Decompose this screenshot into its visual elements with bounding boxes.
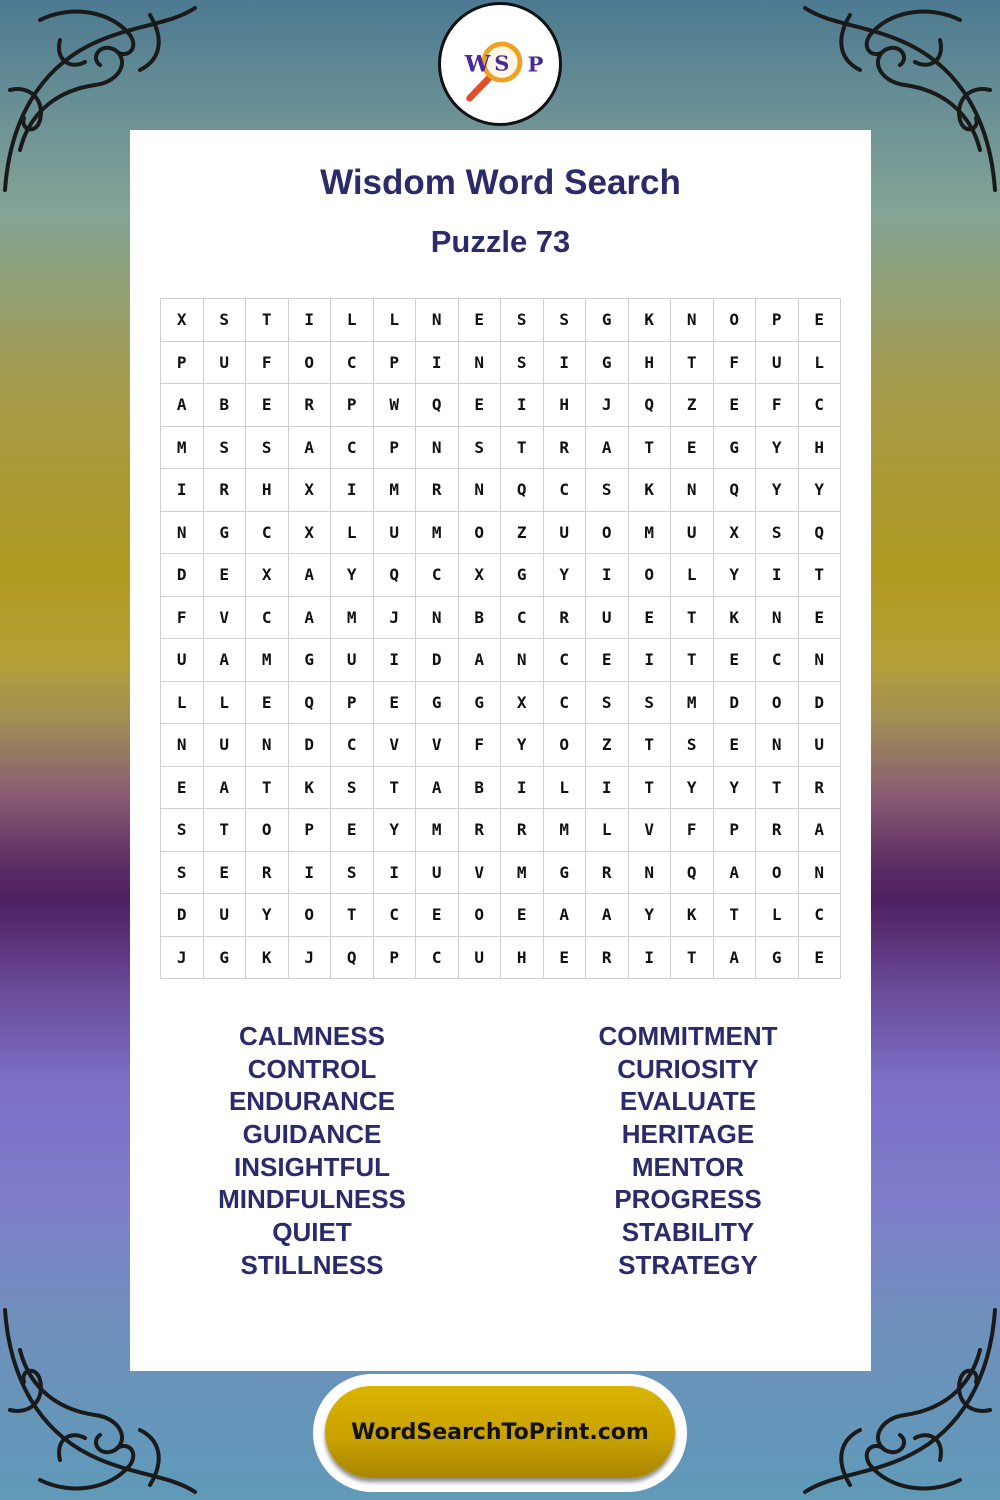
grid-cell: Z	[671, 384, 714, 427]
grid-cell: O	[756, 682, 799, 725]
grid-cell: U	[671, 512, 714, 555]
grid-cell: X	[459, 554, 502, 597]
grid-cell: R	[204, 469, 247, 512]
grid-cell: E	[246, 384, 289, 427]
grid-cell: R	[246, 852, 289, 895]
grid-cell: G	[204, 937, 247, 980]
grid-cell: I	[501, 767, 544, 810]
grid-cell: G	[586, 299, 629, 342]
grid-cell: U	[161, 639, 204, 682]
grid-cell: M	[629, 512, 672, 555]
grid-cell: C	[544, 639, 587, 682]
grid-cell: N	[246, 724, 289, 767]
grid-cell: A	[799, 809, 842, 852]
grid-cell: V	[204, 597, 247, 640]
grid-cell: Y	[246, 894, 289, 937]
grid-cell: U	[204, 342, 247, 385]
grid-cell: U	[799, 724, 842, 767]
grid-cell: A	[161, 384, 204, 427]
grid-cell: E	[161, 767, 204, 810]
grid-cell: D	[161, 554, 204, 597]
grid-cell: I	[416, 342, 459, 385]
grid-cell: L	[161, 682, 204, 725]
grid-cell: Y	[374, 809, 417, 852]
grid-cell: E	[799, 299, 842, 342]
grid-cell: T	[671, 342, 714, 385]
grid-cell: L	[756, 894, 799, 937]
grid-cell: R	[756, 809, 799, 852]
word-list-item: ENDURANCE	[228, 1086, 396, 1117]
grid-cell: H	[799, 427, 842, 470]
grid-cell: G	[756, 937, 799, 980]
grid-cell: X	[289, 469, 332, 512]
grid-cell: Y	[671, 767, 714, 810]
word-list-item: CALMNESS	[239, 1021, 385, 1051]
grid-cell: X	[289, 512, 332, 555]
grid-cell: H	[246, 469, 289, 512]
grid-cell: O	[459, 512, 502, 555]
grid-cell: M	[331, 597, 374, 640]
grid-cell: S	[246, 427, 289, 470]
grid-cell: U	[331, 639, 374, 682]
grid-cell: S	[459, 427, 502, 470]
grid-cell: A	[586, 894, 629, 937]
grid-cell: T	[204, 809, 247, 852]
grid-cell: R	[799, 767, 842, 810]
grid-cell: V	[374, 724, 417, 767]
grid-cell: M	[416, 512, 459, 555]
grid-cell: N	[501, 639, 544, 682]
grid-cell: D	[799, 682, 842, 725]
word-list-left	[152, 1020, 472, 1282]
grid-cell: B	[459, 597, 502, 640]
grid-cell: M	[544, 809, 587, 852]
grid-cell: K	[629, 299, 672, 342]
grid-cell: K	[289, 767, 332, 810]
grid-cell: K	[246, 937, 289, 980]
grid-cell: S	[756, 512, 799, 555]
grid-cell: T	[374, 767, 417, 810]
grid-cell: I	[629, 639, 672, 682]
grid-cell: E	[714, 639, 757, 682]
grid-cell: Q	[714, 469, 757, 512]
page-title: Wisdom Word Search	[320, 163, 681, 202]
grid-cell: O	[289, 342, 332, 385]
grid-cell: S	[586, 469, 629, 512]
grid-cell: U	[374, 512, 417, 555]
puzzle-number: Puzzle 73	[430, 224, 571, 259]
grid-cell: N	[671, 299, 714, 342]
grid-cell: N	[459, 469, 502, 512]
grid-cell: A	[289, 554, 332, 597]
grid-cell: Y	[799, 469, 842, 512]
grid-cell: K	[671, 894, 714, 937]
grid-cell: Q	[671, 852, 714, 895]
grid-cell: E	[544, 937, 587, 980]
grid-cell: I	[289, 299, 332, 342]
grid-cell: C	[799, 894, 842, 937]
letter-grid	[160, 298, 841, 979]
grid-cell: N	[416, 299, 459, 342]
grid-cell: U	[459, 937, 502, 980]
grid-cell: I	[161, 469, 204, 512]
word-list-item: GUIDANCE	[242, 1119, 382, 1150]
grid-cell: X	[501, 682, 544, 725]
grid-cell: M	[671, 682, 714, 725]
grid-cell: R	[501, 809, 544, 852]
grid-cell: Q	[416, 384, 459, 427]
grid-cell: S	[501, 299, 544, 342]
grid-cell: N	[416, 427, 459, 470]
grid-cell: S	[544, 299, 587, 342]
grid-cell: C	[246, 597, 289, 640]
grid-cell: V	[629, 809, 672, 852]
grid-cell: E	[799, 937, 842, 980]
grid-cell: N	[799, 852, 842, 895]
grid-cell: C	[501, 597, 544, 640]
word-list-item: MINDFULNESS	[218, 1184, 406, 1215]
grid-cell: T	[629, 724, 672, 767]
grid-cell: V	[459, 852, 502, 895]
grid-cell: S	[204, 299, 247, 342]
grid-cell: Z	[586, 724, 629, 767]
grid-cell: G	[289, 639, 332, 682]
grid-cell: H	[544, 384, 587, 427]
grid-cell: A	[714, 937, 757, 980]
word-list-right	[528, 1020, 848, 1282]
grid-cell: L	[331, 512, 374, 555]
grid-cell: K	[714, 597, 757, 640]
grid-cell: U	[204, 724, 247, 767]
grid-cell: I	[331, 469, 374, 512]
grid-cell: C	[416, 554, 459, 597]
grid-cell: C	[331, 724, 374, 767]
grid-cell: T	[671, 597, 714, 640]
grid-cell: S	[331, 852, 374, 895]
grid-cell: W	[374, 384, 417, 427]
word-list-item: QUIET	[272, 1217, 352, 1248]
grid-cell: H	[501, 937, 544, 980]
site-logo[interactable]	[438, 2, 562, 126]
grid-cell: T	[756, 767, 799, 810]
grid-cell: Q	[289, 682, 332, 725]
grid-cell: Q	[374, 554, 417, 597]
grid-cell: Y	[714, 554, 757, 597]
word-list-item: PROGRESS	[614, 1184, 762, 1215]
grid-cell: S	[331, 767, 374, 810]
grid-cell: F	[714, 342, 757, 385]
word-list-item: STRATEGY	[618, 1249, 758, 1280]
grid-cell: X	[161, 299, 204, 342]
grid-cell: F	[459, 724, 502, 767]
grid-cell: C	[416, 937, 459, 980]
grid-cell: J	[374, 597, 417, 640]
grid-cell: S	[204, 427, 247, 470]
grid-cell: T	[331, 894, 374, 937]
grid-cell: I	[289, 852, 332, 895]
grid-cell: A	[544, 894, 587, 937]
grid-cell: C	[331, 342, 374, 385]
website-link[interactable]: WordSearchToPrint.com	[325, 1386, 675, 1478]
grid-cell: Y	[544, 554, 587, 597]
grid-cell: C	[756, 639, 799, 682]
grid-cell: G	[459, 682, 502, 725]
grid-cell: E	[459, 299, 502, 342]
puzzle-sheet	[130, 130, 871, 1371]
grid-cell: O	[246, 809, 289, 852]
grid-cell: F	[671, 809, 714, 852]
grid-cell: P	[331, 682, 374, 725]
grid-cell: N	[756, 724, 799, 767]
grid-cell: L	[544, 767, 587, 810]
grid-cell: H	[629, 342, 672, 385]
grid-cell: T	[629, 767, 672, 810]
grid-cell: C	[544, 682, 587, 725]
grid-cell: Q	[629, 384, 672, 427]
grid-cell: C	[246, 512, 289, 555]
grid-cell: M	[161, 427, 204, 470]
logo-letter: P	[527, 51, 544, 77]
grid-cell: A	[289, 597, 332, 640]
grid-cell: K	[629, 469, 672, 512]
grid-cell: S	[161, 852, 204, 895]
grid-cell: N	[459, 342, 502, 385]
grid-cell: L	[374, 299, 417, 342]
grid-cell: E	[671, 427, 714, 470]
logo-letter: W	[464, 51, 491, 78]
grid-cell: A	[204, 767, 247, 810]
grid-cell: N	[671, 469, 714, 512]
grid-cell: M	[374, 469, 417, 512]
grid-cell: I	[586, 554, 629, 597]
grid-cell: I	[756, 554, 799, 597]
grid-cell: E	[331, 809, 374, 852]
grid-cell: N	[416, 597, 459, 640]
grid-cell: J	[161, 937, 204, 980]
grid-cell: O	[586, 512, 629, 555]
grid-cell: O	[629, 554, 672, 597]
grid-cell: T	[714, 894, 757, 937]
grid-cell: P	[331, 384, 374, 427]
grid-cell: Y	[629, 894, 672, 937]
grid-cell: T	[799, 554, 842, 597]
grid-cell: E	[246, 682, 289, 725]
grid-cell: E	[416, 894, 459, 937]
word-list-item: CONTROL	[247, 1053, 377, 1084]
grid-cell: S	[671, 724, 714, 767]
grid-cell: R	[586, 852, 629, 895]
grid-cell: A	[586, 427, 629, 470]
grid-cell: D	[714, 682, 757, 725]
grid-cell: T	[671, 639, 714, 682]
grid-cell: G	[544, 852, 587, 895]
grid-cell: E	[799, 597, 842, 640]
grid-cell: G	[586, 342, 629, 385]
grid-cell: N	[799, 639, 842, 682]
grid-cell: G	[714, 427, 757, 470]
grid-cell: O	[459, 894, 502, 937]
grid-cell: F	[246, 342, 289, 385]
word-list-item: INSIGHTFUL	[234, 1151, 390, 1182]
grid-cell: R	[586, 937, 629, 980]
grid-cell: E	[374, 682, 417, 725]
grid-cell: P	[374, 427, 417, 470]
word-list-item: MENTOR	[631, 1151, 745, 1182]
word-list-item: HERITAGE	[621, 1119, 755, 1150]
grid-cell: M	[501, 852, 544, 895]
grid-cell: T	[629, 427, 672, 470]
grid-cell: D	[416, 639, 459, 682]
footer-badge	[313, 1374, 687, 1492]
grid-cell: U	[756, 342, 799, 385]
grid-cell: T	[671, 937, 714, 980]
grid-cell: I	[374, 852, 417, 895]
grid-cell: E	[501, 894, 544, 937]
grid-cell: E	[714, 724, 757, 767]
grid-cell: B	[459, 767, 502, 810]
grid-cell: I	[629, 937, 672, 980]
grid-cell: Y	[756, 427, 799, 470]
grid-cell: Z	[501, 512, 544, 555]
grid-cell: P	[374, 342, 417, 385]
grid-cell: R	[544, 597, 587, 640]
grid-cell: L	[671, 554, 714, 597]
grid-cell: E	[204, 852, 247, 895]
grid-cell: X	[714, 512, 757, 555]
grid-cell: Y	[756, 469, 799, 512]
grid-cell: P	[289, 809, 332, 852]
grid-cell: J	[289, 937, 332, 980]
grid-cell: M	[246, 639, 289, 682]
grid-cell: E	[629, 597, 672, 640]
grid-cell: A	[714, 852, 757, 895]
grid-cell: Q	[501, 469, 544, 512]
grid-cell: U	[586, 597, 629, 640]
grid-cell: C	[331, 427, 374, 470]
grid-cell: R	[416, 469, 459, 512]
grid-cell: O	[714, 299, 757, 342]
grid-cell: A	[204, 639, 247, 682]
grid-cell: L	[586, 809, 629, 852]
grid-cell: U	[204, 894, 247, 937]
grid-cell: G	[501, 554, 544, 597]
word-list-item: EVALUATE	[619, 1086, 757, 1117]
grid-cell: A	[416, 767, 459, 810]
grid-cell: U	[544, 512, 587, 555]
word-list-item: CURIOSITY	[617, 1053, 759, 1084]
grid-cell: Q	[331, 937, 374, 980]
grid-cell: L	[204, 682, 247, 725]
grid-cell: R	[544, 427, 587, 470]
grid-cell: E	[714, 384, 757, 427]
grid-cell: X	[246, 554, 289, 597]
grid-cell: N	[161, 512, 204, 555]
word-list-item: STILLNESS	[240, 1249, 384, 1280]
grid-cell: O	[289, 894, 332, 937]
grid-cell: D	[289, 724, 332, 767]
grid-cell: P	[714, 809, 757, 852]
grid-cell: Y	[331, 554, 374, 597]
grid-cell: O	[756, 852, 799, 895]
grid-cell: T	[246, 767, 289, 810]
grid-cell: E	[204, 554, 247, 597]
grid-cell: C	[544, 469, 587, 512]
grid-cell: V	[416, 724, 459, 767]
grid-cell: S	[501, 342, 544, 385]
grid-cell: R	[289, 384, 332, 427]
grid-cell: E	[459, 384, 502, 427]
grid-cell: N	[161, 724, 204, 767]
grid-cell: C	[799, 384, 842, 427]
grid-cell: B	[204, 384, 247, 427]
word-list-item: COMMITMENT	[598, 1021, 778, 1051]
grid-cell: J	[586, 384, 629, 427]
grid-cell: S	[586, 682, 629, 725]
grid-cell: S	[161, 809, 204, 852]
grid-cell: N	[756, 597, 799, 640]
grid-cell: T	[501, 427, 544, 470]
grid-cell: P	[161, 342, 204, 385]
grid-cell: Y	[501, 724, 544, 767]
grid-cell: T	[246, 299, 289, 342]
grid-cell: P	[374, 937, 417, 980]
grid-cell: I	[586, 767, 629, 810]
grid-cell: G	[204, 512, 247, 555]
grid-cell: F	[161, 597, 204, 640]
grid-cell: N	[629, 852, 672, 895]
grid-cell: U	[416, 852, 459, 895]
grid-cell: P	[756, 299, 799, 342]
grid-cell: R	[459, 809, 502, 852]
grid-cell: G	[416, 682, 459, 725]
grid-cell: L	[331, 299, 374, 342]
grid-cell: Y	[714, 767, 757, 810]
grid-cell: F	[756, 384, 799, 427]
word-list-item: STABILITY	[621, 1217, 755, 1248]
grid-cell: C	[374, 894, 417, 937]
grid-cell: Q	[799, 512, 842, 555]
grid-cell: S	[629, 682, 672, 725]
grid-cell: A	[459, 639, 502, 682]
grid-cell: O	[544, 724, 587, 767]
grid-cell: E	[586, 639, 629, 682]
grid-cell: D	[161, 894, 204, 937]
grid-cell: A	[289, 427, 332, 470]
grid-cell: M	[416, 809, 459, 852]
grid-cell: I	[544, 342, 587, 385]
logo-letter: S	[494, 50, 510, 76]
grid-cell: L	[799, 342, 842, 385]
grid-cell: I	[501, 384, 544, 427]
grid-cell: I	[374, 639, 417, 682]
